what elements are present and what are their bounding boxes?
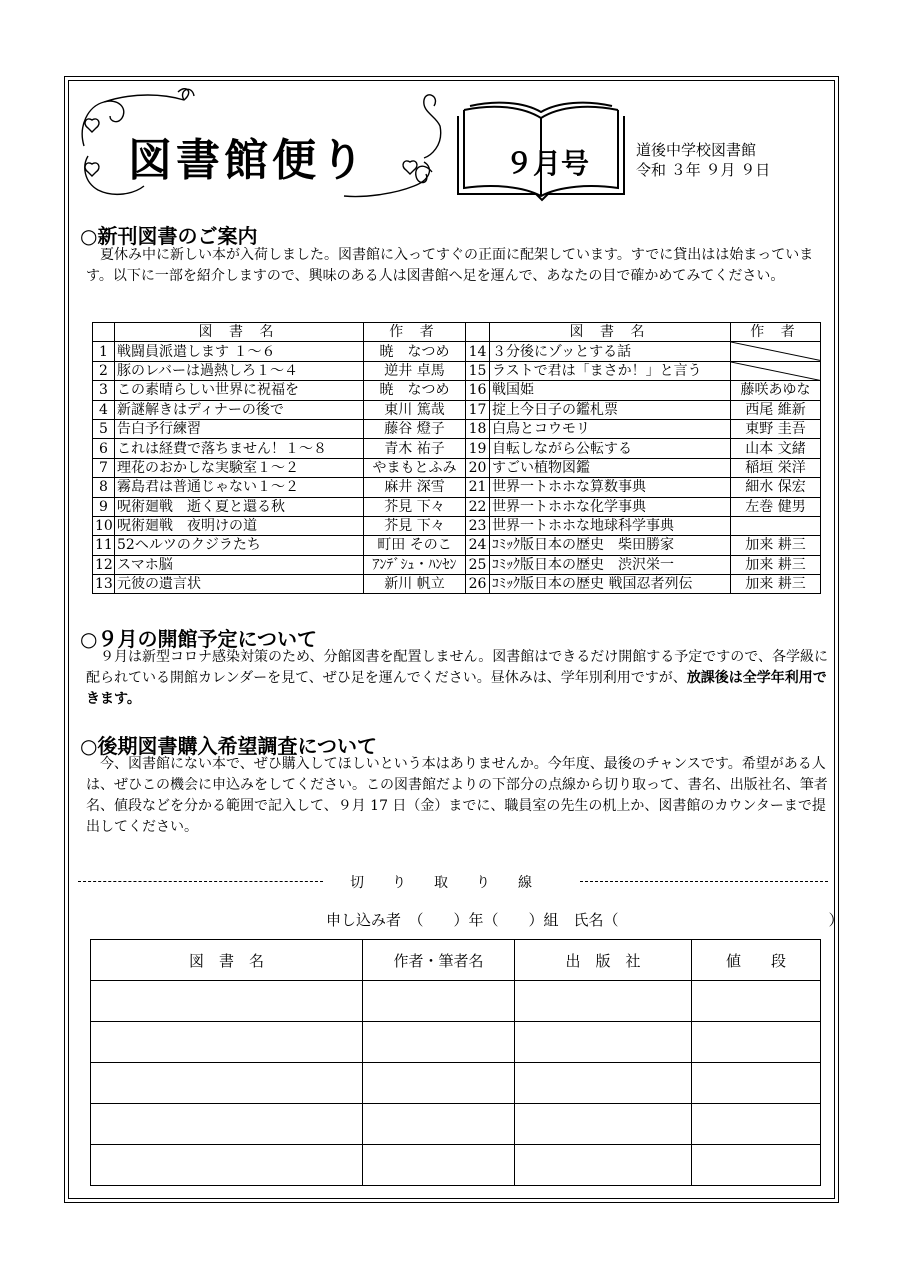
form-blank-cell[interactable] [91, 1063, 363, 1104]
col-number-2 [466, 323, 490, 342]
book-number-2: 19 [466, 439, 490, 458]
opening-text [86, 647, 830, 710]
form-blank-cell[interactable] [363, 1145, 515, 1186]
opening-heading: ○９月の開館予定について [80, 627, 318, 651]
book-author: 芥見 下々 [364, 497, 466, 516]
book-author-2: 山本 文緒 [731, 439, 821, 458]
table-row [93, 458, 821, 477]
book-author: 藤谷 燈子 [364, 419, 466, 438]
book-title: 呪術廻戦 逝く夏と還る秋 [115, 497, 364, 516]
book-number-2: 25 [466, 555, 490, 574]
table-row [93, 439, 821, 458]
book-author: 青木 祐子 [364, 439, 466, 458]
form-blank-cell[interactable] [91, 981, 363, 1022]
book-number-2: 15 [466, 361, 490, 380]
book-author: やまもとふみ [364, 458, 466, 477]
book-title: 霧島君は普通じゃない１～２ [115, 478, 364, 497]
book-number: 13 [93, 575, 115, 594]
book-title: 戦闘員派遣します １～６ [115, 342, 364, 361]
table-row [93, 419, 821, 438]
book-title-2: ｺﾐｯｸ版日本の歴史 戦国忍者列伝 [490, 575, 731, 594]
form-blank-cell[interactable] [363, 1104, 515, 1145]
book-number-2: 22 [466, 497, 490, 516]
form-header-row [91, 940, 821, 981]
book-number-2: 18 [466, 419, 490, 438]
book-title-2: ｺﾐｯｸ版日本の歴史 渋沢栄一 [490, 555, 731, 574]
book-author-2: 東野 圭吾 [731, 419, 821, 438]
col-title-2: 図 書 名 [490, 323, 731, 342]
book-title-2: 戦国姫 [490, 381, 731, 400]
form-blank-cell[interactable] [91, 1104, 363, 1145]
page-title: 図書館便り [128, 135, 368, 186]
form-blank-row [91, 1063, 821, 1104]
diagonal-strike [731, 362, 820, 380]
form-blank-cell[interactable] [91, 1145, 363, 1186]
request-heading: ○後期図書購入希望調査について [80, 734, 378, 758]
form-blank-cell[interactable] [692, 1063, 821, 1104]
form-col-publisher: 出 版 社 [515, 940, 692, 981]
book-title-2: 自転しながら公転する [490, 439, 731, 458]
book-author: 東川 篤哉 [364, 400, 466, 419]
book-title: 豚のレバーは過熱しろ１～４ [115, 361, 364, 380]
book-title: 新謎解きはディナーの後で [115, 400, 364, 419]
book-number: 7 [93, 458, 115, 477]
book-author: ｱﾝﾃﾞｼｭ・ﾊﾝｾﾝ [364, 555, 466, 574]
book-number: 4 [93, 400, 115, 419]
book-title-2: すごい植物図鑑 [490, 458, 731, 477]
form-blank-cell[interactable] [91, 1022, 363, 1063]
book-author-2: 加来 耕三 [731, 536, 821, 555]
book-number-2: 23 [466, 516, 490, 535]
cut-line-right [580, 881, 828, 882]
form-col-title: 図 書 名 [91, 940, 363, 981]
col-author-2: 作 者 [731, 323, 821, 342]
book-number: 6 [93, 439, 115, 458]
book-title-2: ラストで君は「まさか！」と言う [490, 361, 731, 380]
book-number: 1 [93, 342, 115, 361]
form-blank-cell[interactable] [363, 981, 515, 1022]
book-author-2: 西尾 維新 [731, 400, 821, 419]
new-books-intro: 夏休み中に新しい本が入荷しました。図書館に入ってすぐの正面に配架しています。すでに貸出はは始まっています。以下に一部を紹介しますので、興味のある人は図書館へ足を運んで、あなたの目で確かめてみてください。 [86, 247, 814, 284]
request-form-table [90, 939, 821, 1186]
book-author-2: 藤咲あゆな [731, 381, 821, 400]
book-author-2: 加来 耕三 [731, 575, 821, 594]
form-blank-row [91, 1022, 821, 1063]
book-author: 芥見 下々 [364, 516, 466, 535]
form-blank-cell[interactable] [363, 1063, 515, 1104]
book-number-2: 24 [466, 536, 490, 555]
new-books-heading: ○新刊図書のご案内 [80, 224, 258, 248]
cut-line-left [78, 881, 323, 882]
book-title-2: 掟上今日子の鑑札票 [490, 400, 731, 419]
new-books-table [92, 322, 821, 594]
cut-line-label: 切 り 取 り 線 [350, 875, 532, 891]
book-author: 逆井 卓馬 [364, 361, 466, 380]
table-row [93, 516, 821, 535]
form-blank-cell[interactable] [515, 1145, 692, 1186]
table-row [93, 400, 821, 419]
book-author-2: 稲垣 栄洋 [731, 458, 821, 477]
book-title: スマホ脳 [115, 555, 364, 574]
book-title: これは経費で落ちません！１～８ [115, 439, 364, 458]
opening-text-bold: 放課後は全学年利用できます。 [86, 670, 827, 707]
form-blank-cell[interactable] [692, 1145, 821, 1186]
book-number-2: 21 [466, 478, 490, 497]
book-number-2: 17 [466, 400, 490, 419]
book-author-2: 加来 耕三 [731, 555, 821, 574]
book-author: 麻井 深雪 [364, 478, 466, 497]
book-author-2: 左巻 健男 [731, 497, 821, 516]
book-author-2 [731, 342, 821, 361]
form-blank-cell[interactable] [692, 981, 821, 1022]
book-author-2 [731, 361, 821, 380]
table-row [93, 497, 821, 516]
form-blank-cell[interactable] [692, 1022, 821, 1063]
table-row [93, 342, 821, 361]
table-row [93, 361, 821, 380]
form-col-author: 作者・筆者名 [363, 940, 515, 981]
book-number: 8 [93, 478, 115, 497]
book-title-2: ３分後にゾッとする話 [490, 342, 731, 361]
diagonal-strike [731, 342, 820, 360]
book-author: 暁 なつめ [364, 342, 466, 361]
book-number: 11 [93, 536, 115, 555]
book-title: 52ヘルツのクジラたち [115, 536, 364, 555]
form-blank-cell[interactable] [515, 1104, 692, 1145]
book-number: 5 [93, 419, 115, 438]
book-author-2: 細水 保宏 [731, 478, 821, 497]
col-author: 作 者 [364, 323, 466, 342]
book-number-2: 16 [466, 381, 490, 400]
form-blank-row [91, 1104, 821, 1145]
book-title-2: 白鳥とコウモリ [490, 419, 731, 438]
book-title: 元彼の遺言状 [115, 575, 364, 594]
table-row [93, 536, 821, 555]
col-title: 図 書 名 [115, 323, 364, 342]
book-title-2: 世界一トホホな地球科学事典 [490, 516, 731, 535]
book-title-2: ｺﾐｯｸ版日本の歴史 柴田勝家 [490, 536, 731, 555]
table-header-row [93, 323, 821, 342]
book-title-2: 世界一トホホな化学事典 [490, 497, 731, 516]
table-row [93, 555, 821, 574]
form-blank-cell[interactable] [692, 1104, 821, 1145]
col-number [93, 323, 115, 342]
request-text: 今、図書館にない本で、ぜひ購入してほしいという本はありませんか。今年度、最後のチャンスです。希望がある人は、ぜひこの機会に申込みをしてください。この図書館だよりの下部分の点線から切り取って、書名、出版社名、筆者名、値段などを分かる範囲で記入して、９月 17 日（金）までに、職員室の先生の机上か、図書館のカウンターまで提出してください。 [86, 756, 828, 835]
form-blank-cell[interactable] [515, 1063, 692, 1104]
book-title: 呪術廻戦 夜明けの道 [115, 516, 364, 535]
book-author-2 [731, 516, 821, 535]
form-blank-row [91, 1145, 821, 1186]
book-title-2: 世界一トホホな算数事典 [490, 478, 731, 497]
book-number: 3 [93, 381, 115, 400]
book-number-2: 20 [466, 458, 490, 477]
book-author: 町田 そのこ [364, 536, 466, 555]
book-author: 新川 帆立 [364, 575, 466, 594]
school-name: 道後中学校図書館 [636, 141, 757, 159]
form-blank-cell[interactable] [515, 1022, 692, 1063]
applicant-line: 申し込み者 （ ）年（ ）組 氏名（ ） [326, 911, 844, 929]
form-blank-row [91, 981, 821, 1022]
book-number: 10 [93, 516, 115, 535]
book-number-2: 26 [466, 575, 490, 594]
issue-date: 令和 ３年 ９月 ９日 [636, 161, 771, 179]
opening-text-main: ９月は新型コロナ感染対策のため、分館図書を配置しません。図書館はできるだけ開館する予定ですので、各学級に配られている開館カレンダーを見て、ぜひ足を運んでください。昼休みは、学年別利用ですが、 [86, 649, 828, 686]
table-row [93, 478, 821, 497]
book-number: 12 [93, 555, 115, 574]
book-number-2: 14 [466, 342, 490, 361]
book-author: 暁 なつめ [364, 381, 466, 400]
book-number: 9 [93, 497, 115, 516]
form-blank-cell[interactable] [515, 981, 692, 1022]
table-row [93, 381, 821, 400]
school-info [636, 140, 770, 180]
table-row [93, 575, 821, 594]
form-blank-cell[interactable] [363, 1022, 515, 1063]
form-col-price: 値 段 [692, 940, 821, 981]
issue-label: ９月号 [505, 147, 590, 180]
book-title: 告白予行練習 [115, 419, 364, 438]
book-title: 理花のおかしな実験室１～２ [115, 458, 364, 477]
book-number: 2 [93, 361, 115, 380]
book-title: この素晴らしい世界に祝福を [115, 381, 364, 400]
